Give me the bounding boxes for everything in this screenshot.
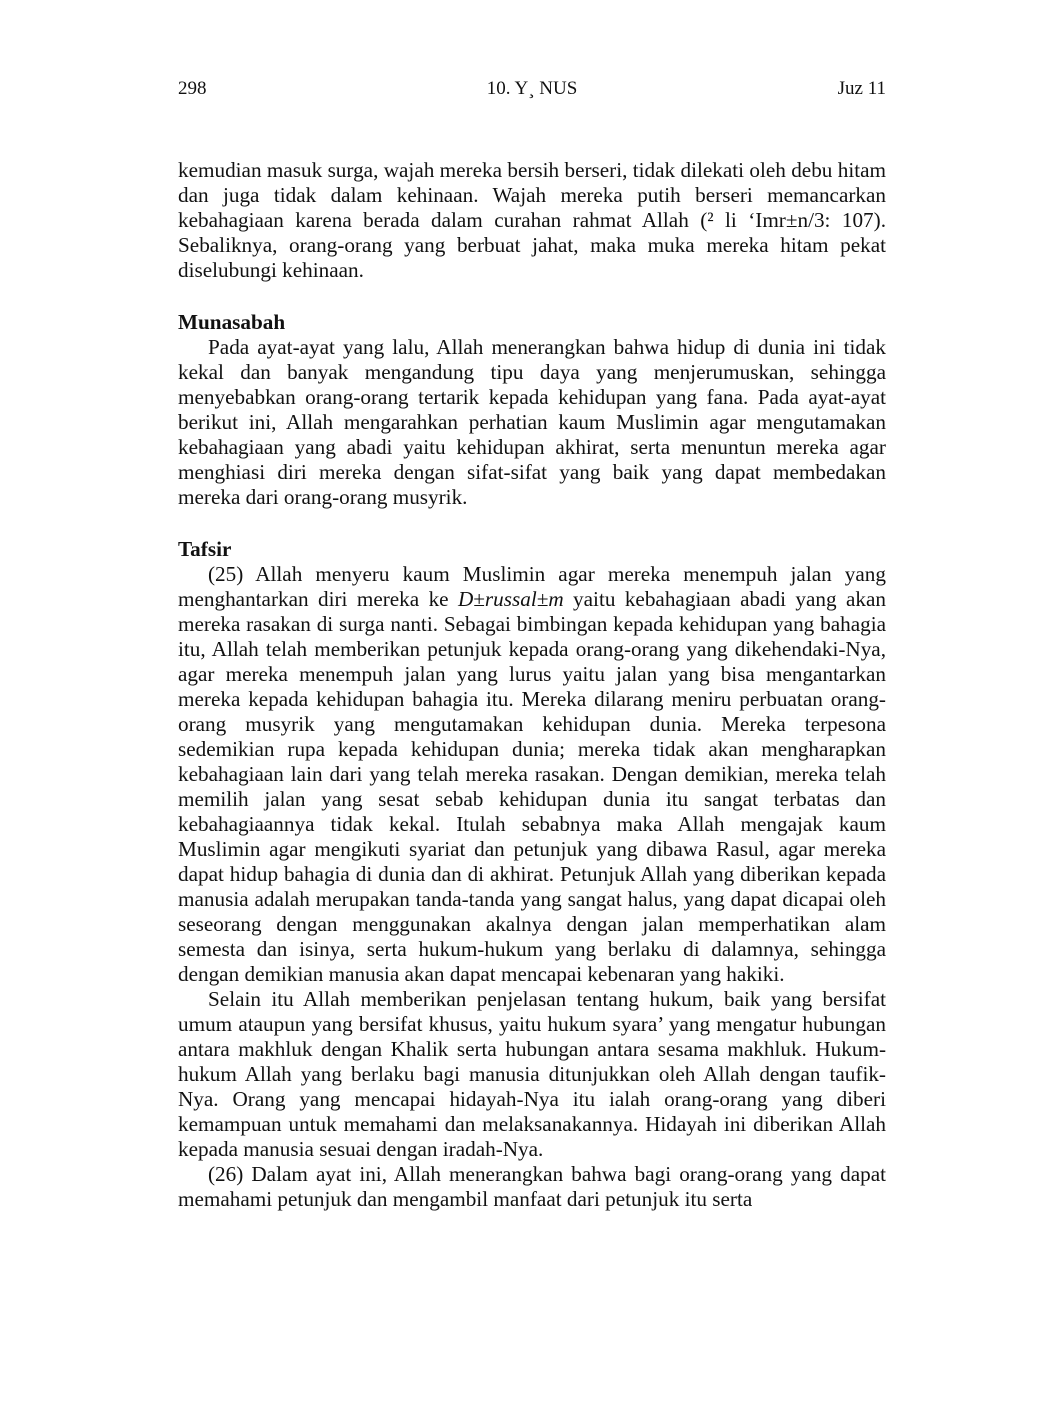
tafsir-paragraph-hukum: Selain itu Allah memberikan penjelasan tentang hukum, baik yang bersifat umum ataupun yang bersifat khusus, yaitu hukum syara’ yang mengatur hubungan antara makhluk dengan Khalik serta hubungan antara sesama makhluk. Hukum-hukum Allah yang berlaku bagi manusia ditunjukkan oleh Allah dengan taufik-Nya. Orang yang mencapai hidayah-Nya itu ialah orang-orang yang diberi kemampuan untuk memahami dan melaksanakannya. Hidayah ini diberikan Allah kepada manusia sesuai dengan iradah-Nya.	[178, 987, 886, 1161]
darussalam-term: D±russal±m	[457, 587, 564, 611]
munasabah-paragraph: Pada ayat-ayat yang lalu, Allah menerangkan bahwa hidup di dunia ini tidak kekal dan banyak mengandung tipu daya yang menjerumuskan, sehingga menyebabkan orang-orang tertarik kepada kehidupan yang fana. Pada ayat-ayat berikut ini, Allah mengarahkan perhatian kaum Muslimin agar mengutamakan kebahagiaan yang abadi yaitu kehidupan akhirat, serta menuntun mereka agar menghiasi diri mereka dengan sifat-sifat yang baik yang dapat membedakan mereka dari orang-orang musyrik.	[178, 335, 886, 509]
tafsir-paragraph-26: (26) Dalam ayat ini, Allah menerangkan bahwa bagi orang-orang yang dapat memahami petunjuk dan mengambil manfaat dari petunjuk itu serta	[178, 1162, 886, 1211]
section-gap	[178, 283, 886, 310]
intro-paragraph: kemudian masuk surga, wajah mereka bersih berseri, tidak dilekati oleh debu hitam dan juga tidak dalam kehinaan. Wajah mereka putih berseri memancarkan kebahagiaan karena berada dalam curahan rahmat Allah (² li ‘Imr±n/3: 107). Sebaliknya, orang-orang yang berbuat jahat, maka muka mereka hitam pekat diselubungi kehinaan.	[178, 158, 886, 282]
section-gap	[178, 510, 886, 537]
page-number: 298	[178, 78, 207, 99]
page-content	[178, 158, 886, 1212]
munasabah-heading: Munasabah	[178, 310, 286, 334]
juz-label: Juz 11	[837, 78, 886, 99]
chapter-title: 10. Y¸ NUS	[486, 78, 578, 99]
tafsir-p1-before: (25) Allah menyeru kaum Muslimin agar mereka menempuh jalan yang menghantarkan diri mereka ke	[178, 562, 886, 611]
page-header	[178, 76, 886, 102]
tafsir-p1-after: yaitu kebahagiaan abadi yang akan mereka rasakan di surga nanti. Sebagai bimbingan kepada kehidupan yang bahagia itu, Allah telah memberikan petunjuk kepada orang-orang yang dikehendaki-Nya, agar mereka menempuh jalan yang lurus yaitu jalan yang bisa mengantarkan mereka kepada kehidupan bahagia itu. Mereka dilarang meniru perbuatan orang-orang musyrik yang mengutamakan kehidupan dunia. Mereka terpesona sedemikian rupa kepada kehidupan dunia; mereka tidak akan mengharapkan kebahagiaan lain dari yang telah mereka rasakan. Dengan demikian, mereka telah memilih jalan yang sesat sebab kehidupan dunia itu sangat terbatas dan kebahagiaannya tidak kekal. Itulah sebabnya maka Allah mengajak kaum Muslimin agar mengikuti syariat dan petunjuk yang dibawa Rasul, agar mereka dapat hidup bahagia di dunia dan di akhirat. Petunjuk Allah yang diberikan kepada manusia adalah merupakan tanda-tanda yang sangat halus, yang dapat dicapai oleh seseorang dengan menggunakan akalnya dengan jalan memperhatikan alam semesta dan isinya, serta hukum-hukum yang berlaku di dalamnya, sehingga dengan demikian manusia akan dapat mencapai kebenaran yang hakiki.	[178, 587, 886, 986]
tafsir-heading: Tafsir	[178, 537, 232, 561]
tafsir-paragraph-25	[178, 562, 886, 987]
